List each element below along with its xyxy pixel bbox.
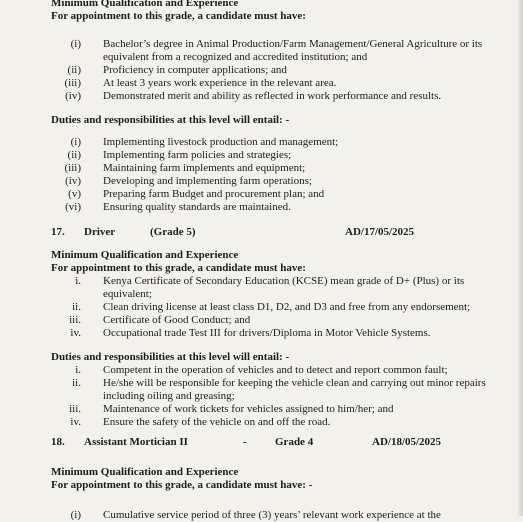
list-number: (i)	[70, 509, 81, 521]
list-number: (iii)	[64, 162, 81, 174]
appointment-subheading: For appointment to this grade, a candidate must have: -	[51, 479, 313, 491]
list-number: iv.	[70, 327, 81, 339]
list-item: Cumulative service period of three (3) years’ relevant work experience at the	[103, 509, 441, 521]
list-number: iii.	[69, 314, 81, 326]
position-grade: Grade 4	[275, 436, 314, 448]
list-number: (i)	[70, 136, 81, 148]
list-item: Bachelor’s degree in Animal Production/Farm Management/General Agriculture or its	[103, 38, 483, 50]
list-number: iii.	[69, 403, 81, 415]
list-number: (ii)	[67, 64, 81, 76]
list-item: Ensure the safety of the vehicle on and off the road.	[103, 416, 331, 428]
page-edge-shadow	[517, 0, 523, 516]
list-number: (i)	[70, 38, 81, 50]
list-item: Clean driving license at least class D1, D2, and D3 and free from any endorsement;	[103, 301, 471, 313]
list-item: Implementing livestock production and management;	[103, 136, 339, 148]
advert-code: AD/17/05/2025	[345, 226, 415, 238]
list-item: Maintaining farm implements and equipment;	[103, 162, 306, 174]
list-item: Proficiency in computer applications; and	[103, 64, 287, 76]
list-item: equivalent;	[103, 288, 152, 300]
list-number: (v)	[68, 188, 81, 200]
position-title: Driver	[84, 226, 116, 238]
qualification-heading: Minimum Qualification and Experience	[51, 249, 239, 261]
position-title: Assistant Mortician II	[84, 436, 188, 448]
list-item: Competent in the operation of vehicles and to detect and report common fault;	[103, 364, 448, 376]
list-item: Demonstrated merit and ability as reflected in work performance and results.	[103, 90, 442, 102]
duties-heading: Duties and responsibilities at this level will entail: -	[51, 351, 290, 363]
list-number: (ii)	[67, 149, 81, 161]
position-number: 18.	[51, 436, 65, 448]
list-item: Kenya Certificate of Secondary Education (KCSE) mean grade of D+ (Plus) or its	[103, 275, 465, 287]
list-item: Implementing farm policies and strategies;	[103, 149, 292, 161]
qualification-heading: Minimum Qualification and Experience	[51, 466, 239, 478]
appointment-subheading: For appointment to this grade, a candidate must have:	[51, 10, 306, 22]
list-number: iv.	[70, 416, 81, 428]
list-item: Occupational trade Test III for drivers/Diploma in Motor Vehicle Systems.	[103, 327, 431, 339]
appointment-subheading: For appointment to this grade, a candidate must have:	[51, 262, 306, 274]
list-item: Ensuring quality standards are maintained.	[103, 201, 291, 213]
list-number: (iii)	[64, 77, 81, 89]
list-number: i.	[75, 275, 81, 287]
position-grade: (Grade 5)	[150, 226, 196, 238]
advert-code: AD/18/05/2025	[372, 436, 442, 448]
list-number: ii.	[72, 377, 81, 389]
duties-heading: Duties and responsibilities at this level will entail: -	[51, 114, 290, 126]
list-item: Maintenance of work tickets for vehicles assigned to him/her; and	[103, 403, 394, 415]
list-item: Developing and implementing farm operations;	[103, 175, 312, 187]
qualification-heading: Minimum Qualification and Experience	[51, 0, 239, 9]
list-number: ii.	[72, 301, 81, 313]
list-number: (iv)	[65, 175, 81, 187]
position-number: 17.	[51, 226, 65, 238]
list-item: equivalent from a recognized and accredited institution; and	[103, 51, 368, 63]
list-item: Preparing farm Budget and procurement plan; and	[103, 188, 325, 200]
list-number: (vi)	[65, 201, 81, 213]
list-item: including oiling and greasing;	[103, 390, 235, 402]
title-separator: -	[243, 436, 247, 448]
list-item: Certificate of Good Conduct; and	[103, 314, 251, 326]
list-number: (iv)	[65, 90, 81, 102]
list-item: At least 3 years work experience in the relevant area.	[103, 77, 337, 89]
list-item: He/she will be responsible for keeping the vehicle clean and carrying out minor repairs	[103, 377, 486, 389]
list-number: i.	[75, 364, 81, 376]
